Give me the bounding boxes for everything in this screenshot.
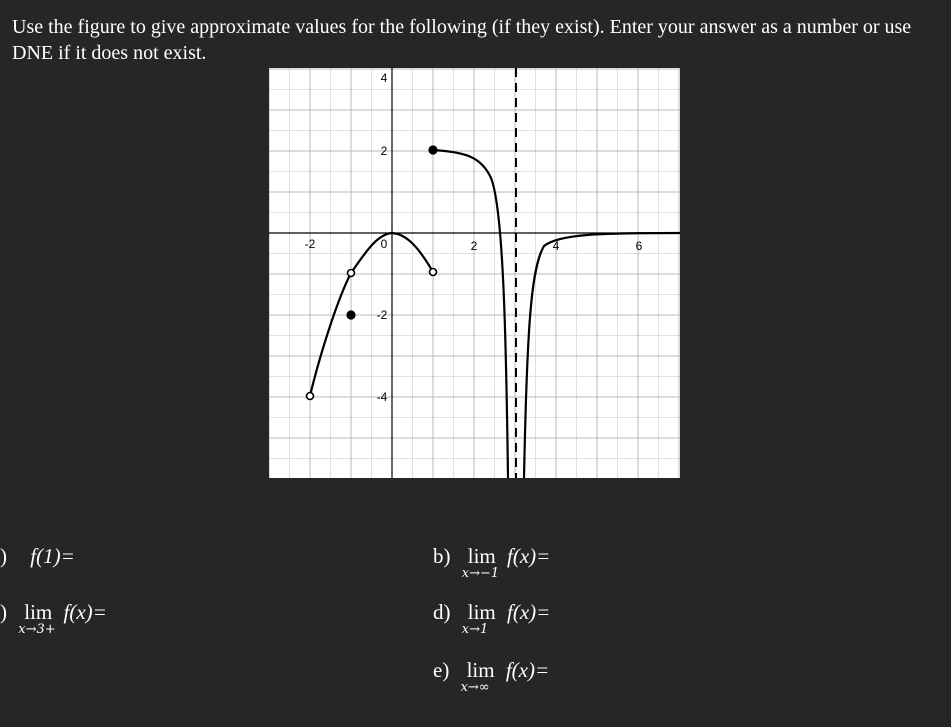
question-c-expr: f(x)= <box>63 600 107 624</box>
open-point <box>430 269 437 276</box>
question-c-limit <box>18 600 56 637</box>
question-b-expr: f(x)= <box>507 544 551 568</box>
filled-point <box>429 146 437 154</box>
instructions-text: Use the figure to give approximate values for the following (if they exist). Enter your answer as a number or use DNE if it does not exist. <box>12 16 912 64</box>
question-e-expr: f(x)= <box>505 658 550 682</box>
function-graph <box>269 68 680 478</box>
question-e <box>433 658 550 695</box>
limit-subscript: x→−1 <box>461 566 500 581</box>
x-tick-label: 2 <box>470 239 478 253</box>
x-tick-label: 4 <box>552 239 560 253</box>
limit-word: lim <box>467 600 496 624</box>
x-tick-label: 6 <box>635 239 643 253</box>
question-d <box>433 600 551 637</box>
limit-subscript: x→∞ <box>460 680 490 695</box>
question-c <box>0 600 107 637</box>
question-d-limit <box>461 600 496 637</box>
open-point <box>307 393 314 400</box>
question-b <box>433 544 551 581</box>
x-tick-label: -2 <box>304 237 316 251</box>
limit-subscript: x→3+ <box>18 622 56 637</box>
question-a <box>0 544 75 569</box>
question-d-expr: f(x)= <box>507 600 551 624</box>
y-tick-label: -4 <box>376 390 388 404</box>
curve-left-of-asymptote <box>433 150 508 478</box>
graph-svg <box>269 68 680 478</box>
question-a-label: ) <box>0 544 7 568</box>
question-e-label: e) <box>433 658 450 682</box>
question-b-limit <box>461 544 500 581</box>
filled-point <box>347 311 355 319</box>
y-tick-label: -2 <box>376 308 388 322</box>
y-tick-label: 4 <box>380 71 388 85</box>
limit-word: lim <box>467 544 496 568</box>
limit-word: lim <box>24 600 53 624</box>
limit-subscript: x→1 <box>461 622 489 637</box>
x-tick-label: 0 <box>380 237 388 251</box>
y-tick-label: 2 <box>380 144 388 158</box>
limit-word: lim <box>466 658 495 682</box>
question-e-limit <box>460 658 495 695</box>
question-c-label: ) <box>0 600 7 624</box>
open-point <box>348 270 355 277</box>
question-a-expr: f(1)= <box>30 544 75 568</box>
question-d-label: d) <box>433 600 451 624</box>
question-b-label: b) <box>433 544 451 568</box>
